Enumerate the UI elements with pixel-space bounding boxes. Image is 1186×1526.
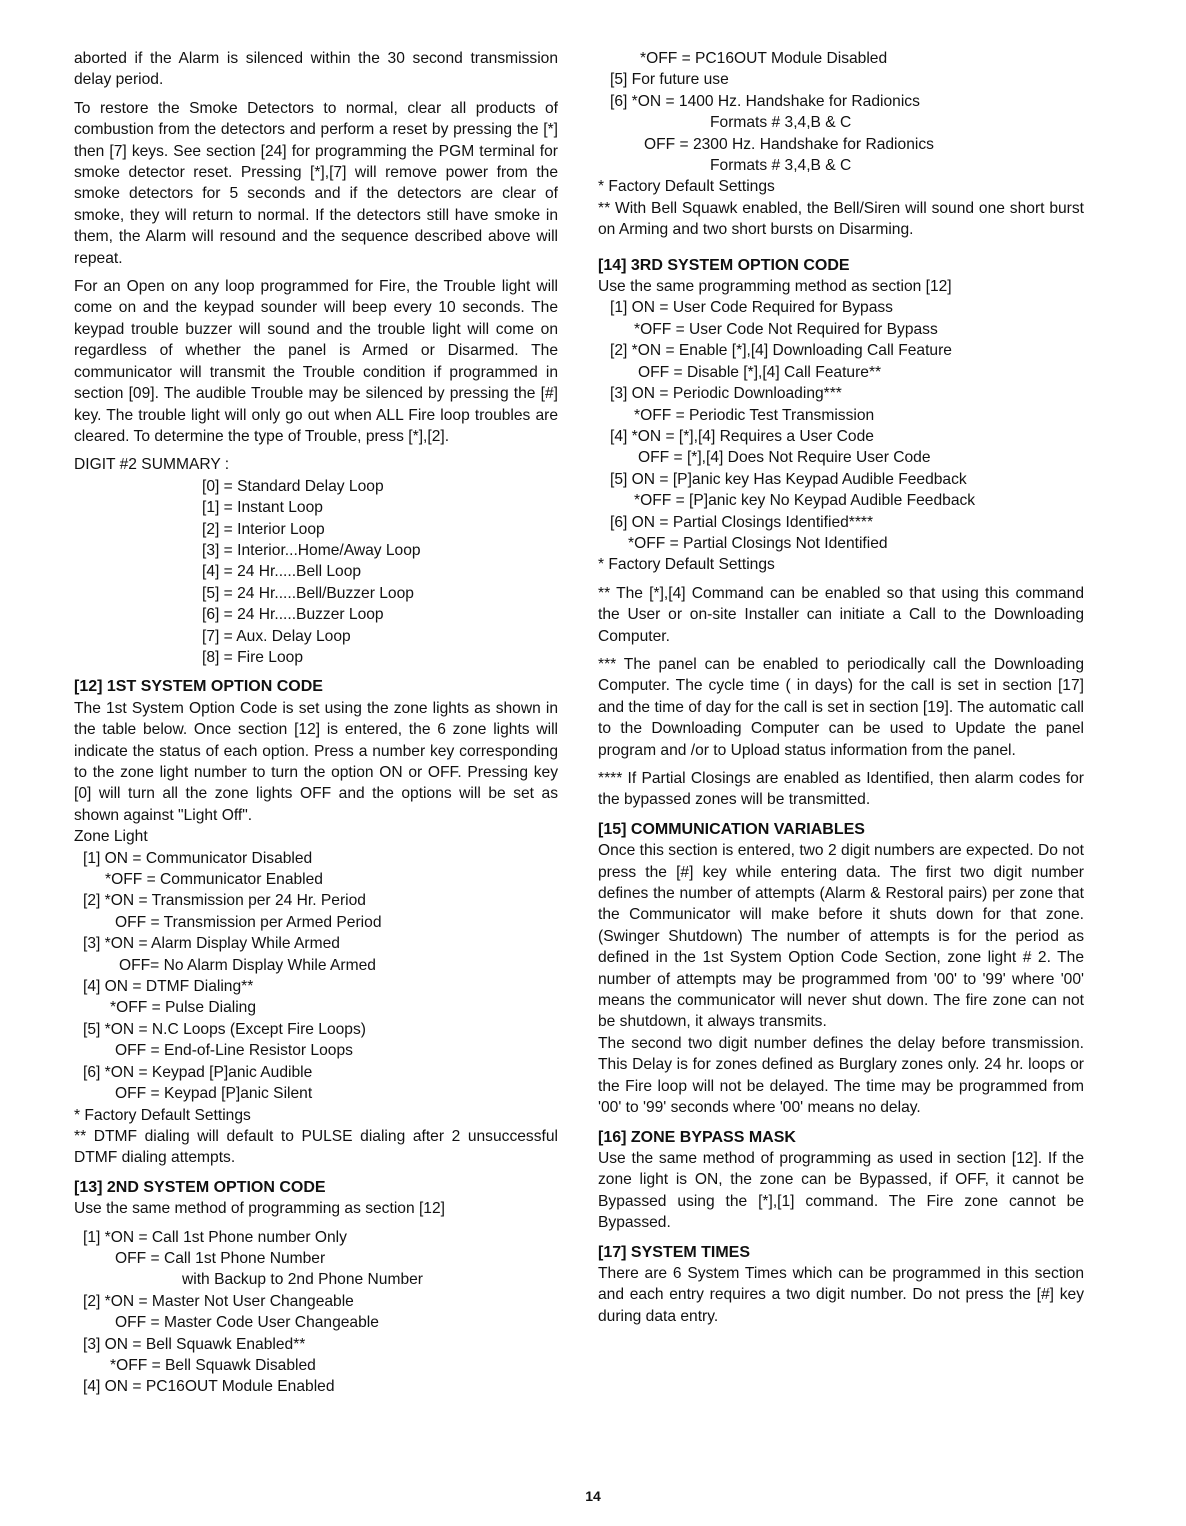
option-line: with Backup to 2nd Phone Number [182,1271,423,1289]
option-line: [6] ON = Partial Closings Identified**** [610,513,874,531]
paragraph-transmission-delay: aborted if the Alarm is silenced within the 30 second transmission delay period. [74,50,558,89]
periodic-call-note: *** The panel can be enabled to periodically call the Downloading Computer. The cycle time ( in days) for the call is set in section [17] and the time of day for the call is set in section [19]. The automatic call to the Downloading Computer can be used to Update the panel program and /or to Upload status information from the panel. [598,655,1084,759]
paragraph-section-17: There are 6 System Times which can be programmed in this section and each entry requires a two digit number. Do not press the [#] key during data entry. [598,1264,1084,1325]
option-line: Formats # 3,4,B & C [710,114,852,132]
option-line: OFF = Master Code User Changeable [115,1314,379,1332]
page-number: 14 [585,1488,601,1504]
option-line: Formats # 3,4,B & C [710,157,852,175]
zone-light-label: Zone Light [74,828,148,846]
list-item: [1] = Instant Loop [202,499,323,517]
option-line: [5] ON = [P]anic key Has Keypad Audible Feedback [610,470,967,488]
option-line: OFF = 2300 Hz. Handshake for Radionics [644,135,934,153]
section-13-options-continued [598,48,1084,176]
option-line: *OFF = Partial Closings Not Identified [628,534,888,552]
bell-squawk-note: ** With Bell Squawk enabled, the Bell/Siren will sound one short burst on Arming and two short bursts on Disarming. [598,199,1084,239]
option-line: OFF = Disable [*],[4] Call Feature** [638,363,882,381]
option-line: OFF = End-of-Line Resistor Loops [115,1042,353,1060]
list-item: [2] = Interior Loop [202,520,325,538]
paragraph-section-16: Use the same method of programming as used in section [12]. If the zone light is ON, the zone can be Bypassed, if OFF, it cannot be Bypassed using the [*],[1] command. The Fire zone cannot be Bypassed. [598,1149,1084,1232]
digit-summary-title: DIGIT #2 SUMMARY : [74,456,230,474]
download-call-note: ** The [*],[4] Command can be enabled so that using this command the User or on-site Installer can initiate a Call to the Downloading Computer. [598,584,1084,645]
list-item: [8] = Fire Loop [202,648,303,666]
section-12-options [74,848,558,1105]
paragraph-section-12: The 1st System Option Code is set using the zone lights as shown in the table below. Once section [12] is entered, the 6 zone lights will indicate the status of each option. Press a number key corresponding to the zone light number to turn the option ON or OFF. Pressing key [0] will turn all the zone lights OFF and the options will be set as shown against "Light Off". [74,699,558,824]
list-item: [4] = 24 Hr.....Bell Loop [202,563,362,581]
option-line: OFF = Call 1st Phone Number [115,1249,326,1267]
heading-section-13: [13] 2ND SYSTEM OPTION CODE [74,1178,326,1196]
option-line: [1] *ON = Call 1st Phone number Only [83,1228,347,1246]
option-line: [3] ON = Periodic Downloading*** [610,385,842,403]
paragraph-section-15b: The second two digit number defines the delay before transmission. This Delay is for zones defined as Burglary zones only. 24 hr. loops or the Fire loop will not be delayed. The time may be programmed from '00' to '99' seconds where '00' means no delay. [598,1034,1084,1117]
factory-default-note: * Factory Default Settings [598,556,775,574]
list-item: [5] = 24 Hr.....Bell/Buzzer Loop [202,584,414,602]
option-line: [6] *ON = Keypad [P]anic Audible [83,1063,313,1081]
section-14-options [598,297,1084,554]
heading-section-17: [17] SYSTEM TIMES [598,1243,751,1261]
option-line: [4] *ON = [*],[4] Requires a User Code [610,427,874,445]
heading-section-14: [14] 3RD SYSTEM OPTION CODE [598,256,850,274]
right-column [598,48,1084,1334]
list-item: [0] = Standard Delay Loop [202,477,384,495]
option-line: *OFF = Pulse Dialing [110,999,257,1017]
option-line: OFF= No Alarm Display While Armed [119,956,376,974]
option-line: [2] *ON = Enable [*],[4] Downloading Call Feature [610,342,952,360]
list-item: [6] = 24 Hr.....Buzzer Loop [202,606,384,624]
paragraph-fire-trouble: For an Open on any loop programmed for Fire, the Trouble light will come on and the keypad sounder will beep every 10 seconds. The keypad trouble buzzer will sound and the trouble light will come on regardless of whether the panel is Armed or Disarmed. The communicator will transmit the Trouble condition if programmed in section [09]. The audible Trouble may be silenced by pressing the [#] key. The trouble light will only go out when ALL Fire loop troubles are cleared. To determine the type of Trouble, press [*],[2]. [74,278,558,445]
option-line: *OFF = Bell Squawk Disabled [110,1356,316,1374]
heading-section-12: [12] 1ST SYSTEM OPTION CODE [74,678,323,696]
option-line: OFF = Transmission per Armed Period [115,913,382,931]
paragraph-section-14: Use the same programming method as section [12] [598,278,952,296]
option-line: [1] ON = Communicator Disabled [83,849,313,867]
option-line: *OFF = [P]anic key No Keypad Audible Feedback [634,492,976,510]
paragraph-section-13: Use the same method of programming as section [12] [74,1200,445,1218]
paragraph-section-15a: Once this section is entered, two 2 digit numbers are expected. Do not press the [#] key while entering data. The first two digit number defines the number of attempts (Alarm & Restoral pairs) per zone that the Communicator will make before it shuts down for that zone.(Swinger Shutdown) The number of attempts is for the period as defined in the 1st System Option Code Section, zone light # 2. The number of attempts may be programmed from '00' to '99' where '00' means the communicator will never shut down. The fire zone can not be shutdown, it always transmits. [598,842,1084,1031]
list-item: [3] = Interior...Home/Away Loop [202,541,421,559]
paragraph-restore-smoke-detectors: To restore the Smoke Detectors to normal, clear all products of combustion from the detectors and perform a reset by pressing the [*] then [7] keys. See section [24] for programming the PGM terminal for smoke detector reset. Pressing [*],[7] will remove power from the smoke detectors for 5 seconds and if the detectors are clear of smoke, they will return to normal. If the detectors still have smoke in them, the Alarm will resound and the sequence described above will repeat. [74,99,558,267]
option-line: [3] *ON = Alarm Display While Armed [83,935,340,953]
list-item: [7] = Aux. Delay Loop [202,627,351,645]
option-line: [1] ON = User Code Required for Bypass [610,299,893,317]
option-line: *OFF = Periodic Test Transmission [634,406,875,424]
section-13-options [74,1227,558,1398]
option-line: [6] *ON = 1400 Hz. Handshake for Radionics [610,92,920,110]
option-line: [2] *ON = Transmission per 24 Hr. Period [83,892,366,910]
dtmf-note: ** DTMF dialing will default to PULSE dialing after 2 unsuccessful DTMF dialing attempts. [74,1127,558,1167]
heading-section-15: [15] COMMUNICATION VARIABLES [598,820,865,838]
option-line: [3] ON = Bell Squawk Enabled** [83,1335,306,1353]
option-line: [4] ON = DTMF Dialing** [83,978,254,996]
heading-section-16: [16] ZONE BYPASS MASK [598,1128,796,1146]
option-line: [2] *ON = Master Not User Changeable [83,1292,354,1310]
factory-default-note: * Factory Default Settings [74,1106,251,1124]
left-column [74,48,558,1398]
option-line: *OFF = Communicator Enabled [105,871,323,889]
partial-closings-note: **** If Partial Closings are enabled as Identified, then alarm codes for the bypassed zones will be transmitted. [598,770,1084,809]
option-line: *OFF = PC16OUT Module Disabled [640,50,888,67]
digit-summary-list [74,476,558,669]
option-line: [4] ON = PC16OUT Module Enabled [83,1378,335,1396]
option-line: [5] For future use [610,71,729,89]
option-line: OFF = Keypad [P]anic Silent [115,1085,313,1103]
option-line: OFF = [*],[4] Does Not Require User Code [638,449,931,467]
option-line: *OFF = User Code Not Required for Bypass [634,320,938,338]
option-line: [5] *ON = N.C Loops (Except Fire Loops) [83,1020,366,1038]
factory-default-note: * Factory Default Settings [598,178,775,196]
